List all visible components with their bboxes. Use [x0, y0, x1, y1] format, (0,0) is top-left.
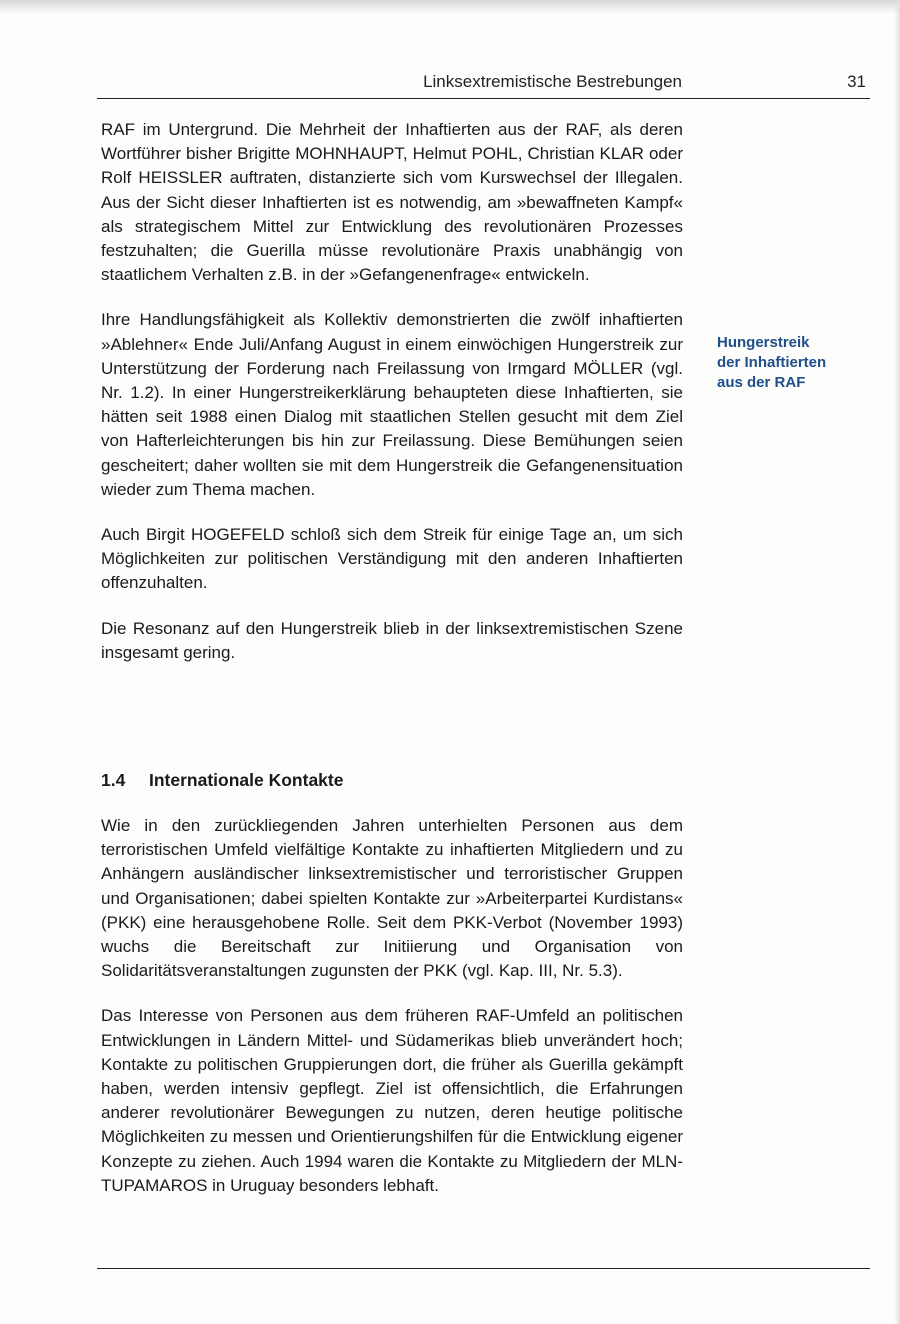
- body-text: [101, 118, 683, 665]
- paragraph-3: Auch Birgit HOGEFELD schloß sich dem Streik für einige Tage an, um sich Möglichkeiten zur politischen Verständigung mit den anderen Inhaftierten offenzuhalten.: [101, 525, 683, 593]
- section-body-text: [101, 814, 683, 1198]
- section-heading: [101, 770, 683, 791]
- page-top-shadow: [0, 0, 900, 14]
- margin-note: [717, 333, 867, 393]
- running-title: Linksextremistische Bestrebungen: [423, 72, 682, 91]
- paragraph-4: Die Resonanz auf den Hungerstreik blieb in der linksextremistischen Szene insgesamt gering.: [101, 618, 683, 662]
- section-paragraph-2: Das Interesse von Personen aus dem früheren RAF-Umfeld an politischen Entwicklungen in Ländern Mittel- und Südamerikas blieb unverändert hoch; Kontakte zu politischen Gruppierungen dort, die früher als Guerilla gekämpft haben, werden intensiv gepflegt. Ziel ist offensichtlich, die Erfahrungen anderer revolutionärer Bewegungen zu nutzen, deren heutige politische Möglichkeiten zu messen und Orientierungshilfen für die Entwicklung eigener Konzepte zu ziehen. Auch 1994 waren die Kontakte zu Mitgliedern der MLN-TUPAMAROS in Uruguay besonders lebhaft.: [101, 1006, 683, 1195]
- section-title: Internationale Kontakte: [149, 770, 344, 790]
- paragraph-1: RAF im Untergrund. Die Mehrheit der Inhaftierten aus der RAF, als deren Wortführer bisher Brigitte MOHNHAUPT, Helmut POHL, Christian KLAR oder Rolf HEISSLER auftraten, distanzierte sich vom Kurswechsel der Illegalen. Aus der Sicht dieser Inhaftierten ist es notwendig, am »bewaffneten Kampf« als strategischem Mittel zur Entwicklung des revolutionären Prozesses festzuhalten; die Guerilla müsse revolutionäre Praxis unabhängig von staatlichem Verhalten z.B. in der »Gefangenenfrage« entwickeln.: [101, 120, 683, 285]
- section-number: 1.4: [101, 770, 126, 790]
- margin-note-line-3: aus der RAF: [717, 374, 806, 391]
- page-right-edge: [894, 0, 900, 1324]
- page-number: 31: [847, 72, 866, 91]
- section-paragraph-1: Wie in den zurückliegenden Jahren unterhielten Personen aus dem terroristischen Umfeld vielfältige Kontakte zu inhaftierten Mitgliedern und zu Anhängern ausländischer linksextremistischer und terroristischer Gruppen und Organisationen; dabei spielten Kontakte zur »Arbeiterpartei Kurdistans« (PKK) eine herausgehobene Rolle. Seit dem PKK-Verbot (November 1993) wuchs die Bereitschaft zur Initiierung und Organisation von Solidaritätsveranstaltungen zugunsten der PKK (vgl. Kap. III, Nr. 5.3).: [101, 816, 683, 981]
- running-header: [97, 72, 870, 99]
- bottom-rule: [97, 1268, 870, 1269]
- margin-note-line-1: Hungerstreik: [717, 334, 810, 351]
- paragraph-2: Ihre Handlungsfähigkeit als Kollektiv demonstrierten die zwölf inhaftierten »Ablehner« Ende Juli/Anfang August in einem einwöchigen Hungerstreik zur Unterstützung der Forderung nach Freilassung von Irmgard MÖLLER (vgl. Nr. 1.2). In einer Hungerstreikerklärung behaupteten diese Inhaftierten, sie hätten seit 1988 einen Dialog mit staatlichen Stellen gesucht mit dem Ziel von Hafterleichterungen bis hin zur Freilassung. Diese Bemühungen seien gescheitert; daher wollten sie mit dem Hungerstreik die Gefangenensituation wieder zum Thema machen.: [101, 310, 683, 499]
- margin-note-line-2: der Inhaftierten: [717, 354, 827, 371]
